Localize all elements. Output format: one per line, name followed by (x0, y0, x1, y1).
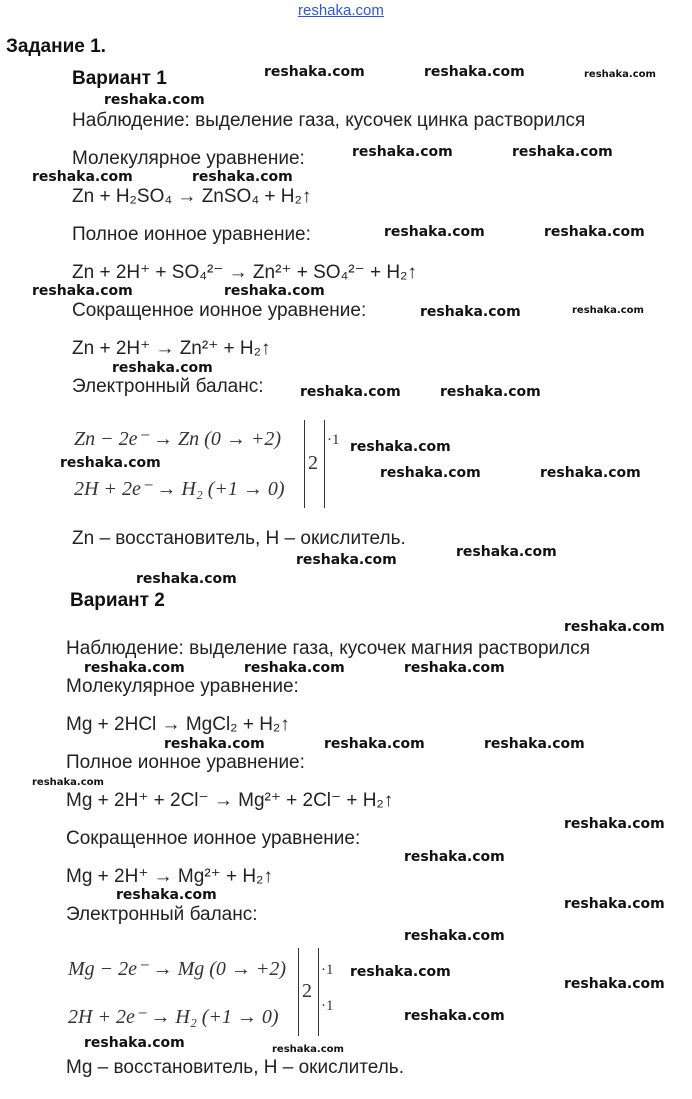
balance-electrons: 2 (302, 980, 312, 1002)
watermark: reshaka.com (380, 465, 481, 481)
watermark: reshaka.com (300, 384, 401, 400)
watermark: reshaka.com (564, 816, 665, 832)
watermark: reshaka.com (404, 928, 505, 944)
v1-bal-row2: 2H + 2e⁻ → H₂ (+1 → 0) (74, 478, 285, 500)
watermark: reshaka.com (60, 455, 161, 471)
watermark: reshaka.com (244, 660, 345, 676)
watermark: reshaka.com (224, 283, 325, 299)
v1-full-label: Полное ионное уравнение: (72, 224, 311, 245)
watermark: reshaka.com (564, 896, 665, 912)
watermark: reshaka.com (136, 571, 237, 587)
watermark: reshaka.com (116, 887, 217, 903)
watermark: reshaka.com (404, 849, 505, 865)
task-title: Задание 1. (6, 36, 106, 57)
watermark: reshaka.com (512, 144, 613, 160)
v1-mol-label: Молекулярное уравнение: (72, 148, 305, 169)
v1-full-eq: Zn + 2H⁺ + SO₄²⁻ → Zn²⁺ + SO₄²⁻ + H₂↑ (72, 262, 417, 283)
balance-coefficient: ·1 (321, 998, 334, 1014)
balance-divider (298, 948, 299, 1036)
balance-divider (324, 420, 325, 508)
balance-divider (318, 948, 319, 1036)
watermark: reshaka.com (544, 224, 645, 240)
watermark: reshaka.com (484, 736, 585, 752)
site-link[interactable]: reshaka.com (298, 2, 384, 19)
watermark: reshaka.com (564, 976, 665, 992)
balance-coefficient: ·1 (327, 432, 340, 448)
v1-bal-row1: Zn − 2e⁻ → Zn (0 → +2) (74, 428, 281, 450)
watermark: reshaka.com (384, 224, 485, 240)
balance-coefficient: ·1 (321, 962, 334, 978)
watermark: reshaka.com (350, 964, 451, 980)
watermark: reshaka.com (164, 736, 265, 752)
balance-divider (304, 420, 305, 508)
v2-mol-label: Молекулярное уравнение: (66, 676, 299, 697)
v2-mol-eq: Mg + 2HCl → MgCl₂ + H₂↑ (66, 714, 290, 735)
v2-full-label: Полное ионное уравнение: (66, 752, 305, 773)
watermark: reshaka.com (352, 144, 453, 160)
watermark: reshaka.com (324, 736, 425, 752)
balance-electrons: 2 (308, 452, 318, 474)
watermark: reshaka.com (440, 384, 541, 400)
v1-observation: Наблюдение: выделение газа, кусочек цинка растворился (72, 110, 586, 131)
watermark: reshaka.com (32, 169, 133, 185)
v1-balance-label: Электронный баланс: (72, 376, 264, 397)
watermark: reshaka.com (584, 69, 656, 80)
v2-bal-row1: Mg − 2e⁻ → Mg (0 → +2) (68, 958, 287, 980)
variant1-heading: Вариант 1 (72, 68, 167, 89)
watermark: reshaka.com (272, 1044, 344, 1055)
watermark: reshaka.com (456, 544, 557, 560)
watermark: reshaka.com (564, 619, 665, 635)
watermark: reshaka.com (192, 169, 293, 185)
v1-short-label: Сокращенное ионное уравнение: (72, 300, 367, 321)
watermark: reshaka.com (84, 660, 185, 676)
watermark: reshaka.com (420, 304, 521, 320)
variant2-heading: Вариант 2 (70, 590, 165, 611)
watermark: reshaka.com (424, 64, 525, 80)
v2-conclusion: Mg – восстановитель, H – окислитель. (66, 1057, 404, 1078)
v2-short-eq: Mg + 2H⁺ → Mg²⁺ + H₂↑ (66, 866, 273, 887)
v2-bal-row2: 2H + 2e⁻ → H₂ (+1 → 0) (68, 1006, 279, 1028)
v2-observation: Наблюдение: выделение газа, кусочек магния растворился (66, 638, 591, 659)
watermark: reshaka.com (404, 1008, 505, 1024)
watermark: reshaka.com (350, 439, 451, 455)
v2-electron-balance (68, 948, 338, 1038)
v2-balance-label: Электронный баланс: (66, 904, 258, 925)
watermark: reshaka.com (404, 660, 505, 676)
v2-full-eq: Mg + 2H⁺ + 2Cl⁻ → Mg²⁺ + 2Cl⁻ + H₂↑ (66, 790, 394, 811)
v1-conclusion: Zn – восстановитель, H – окислитель. (72, 528, 406, 549)
v1-short-eq: Zn + 2H⁺ → Zn²⁺ + H₂↑ (72, 338, 271, 359)
watermark: reshaka.com (104, 92, 205, 108)
v1-mol-eq: Zn + H₂SO₄ → ZnSO₄ + H₂↑ (72, 186, 312, 207)
watermark: reshaka.com (296, 552, 397, 568)
v2-short-label: Сокращенное ионное уравнение: (66, 828, 361, 849)
watermark: reshaka.com (32, 283, 133, 299)
watermark: reshaka.com (264, 64, 365, 80)
watermark: reshaka.com (540, 465, 641, 481)
watermark: reshaka.com (32, 777, 104, 788)
watermark: reshaka.com (84, 1035, 185, 1051)
watermark: reshaka.com (572, 305, 644, 316)
watermark: reshaka.com (112, 360, 213, 376)
